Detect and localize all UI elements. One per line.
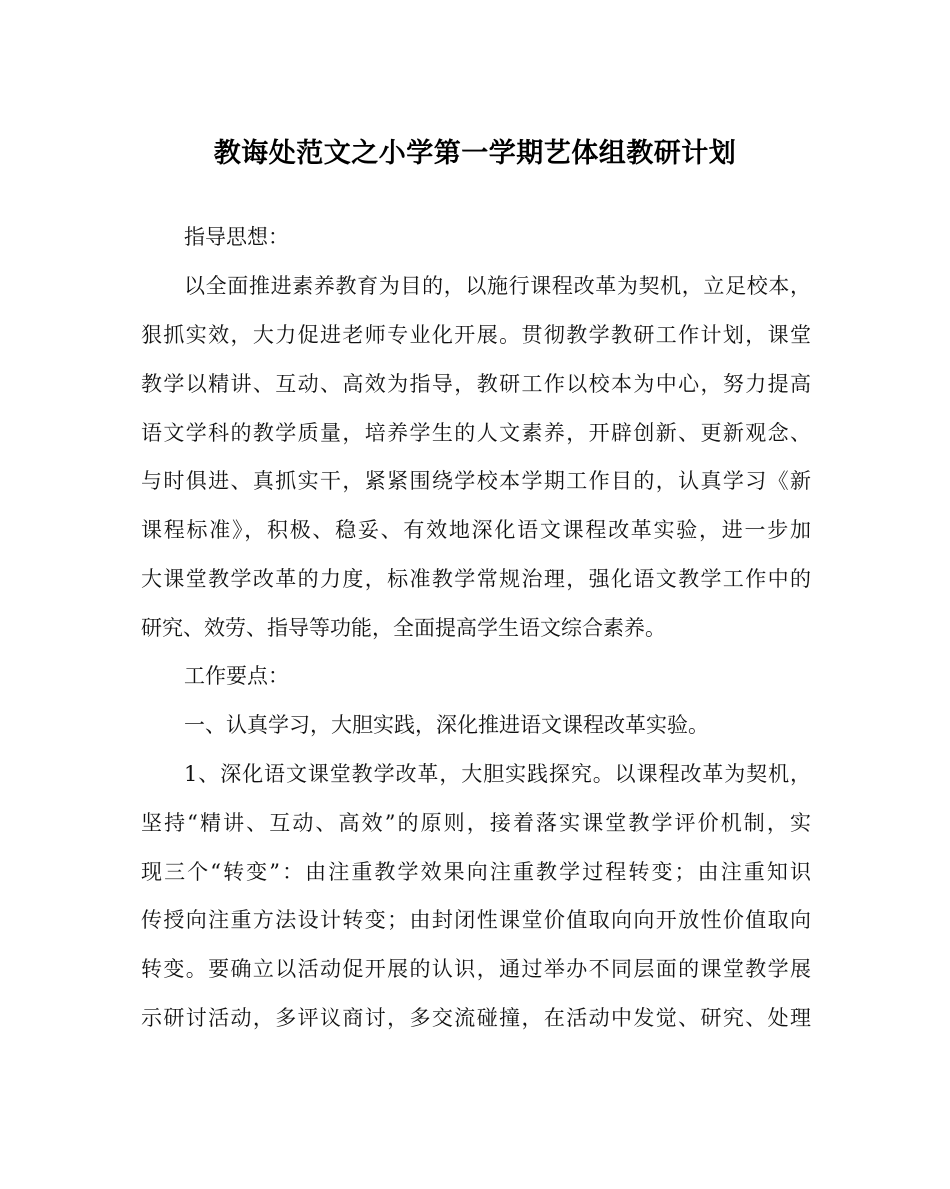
heading-work-points: 工作要点：	[184, 664, 289, 688]
paragraph-line: 现三个“转变”：由注重教学效果向注重教学过程转变；由注重知识	[141, 860, 811, 884]
paragraph-line: 坚持“精讲、互动、高效”的原则，接着落实课堂教学评价机制，实	[141, 811, 811, 835]
heading-guiding-thought: 指导思想：	[184, 225, 289, 249]
paragraph-line: 语文学科的教学质量，培养学生的人文素养，开辟创新、更新观念、	[141, 421, 811, 445]
paragraph-line: 与时俱进、真抓实干，紧紧围绕学校本学期工作目的，认真学习《新	[141, 469, 811, 493]
paragraph-line: 教学以精讲、互动、高效为指导，教研工作以校本为中心，努力提高	[141, 372, 811, 396]
paragraph-line: 以全面推进素养教育为目的，以施行课程改革为契机，立足校本，	[184, 274, 811, 298]
paragraph-line: 大课堂教学改革的力度，标准教学常规治理，强化语文教学工作中的	[141, 567, 811, 591]
paragraph-line: 课程标准》，积极、稳妥、有效地深化语文课程改革实验，进一步加	[141, 518, 811, 542]
paragraph-line: 示研讨活动，多评议商讨，多交流碰撞，在活动中发觉、研究、处理	[141, 1006, 811, 1030]
paragraph-line: 1、深化语文课堂教学改革，大胆实践探究。以课程改革为契机，	[184, 762, 811, 786]
paragraph-line: 研究、效劳、指导等功能，全面提高学生语文综合素养。	[141, 616, 666, 640]
paragraph-line: 转变。要确立以活动促开展的认识，通过举办不同层面的课堂教学展	[141, 957, 811, 981]
paragraph-line: 狠抓实效，大力促进老师专业化开展。贯彻教学教研工作计划，课堂	[141, 323, 811, 347]
document-title: 教诲处范文之小学第一学期艺体组教研计划	[213, 138, 737, 169]
paragraph-line: 传授向注重方法设计转变；由封闭性课堂价值取向向开放性价值取向	[141, 908, 811, 932]
section-heading-1: 一、认真学习，大胆实践，深化推进语文课程改革实验。	[184, 713, 709, 737]
